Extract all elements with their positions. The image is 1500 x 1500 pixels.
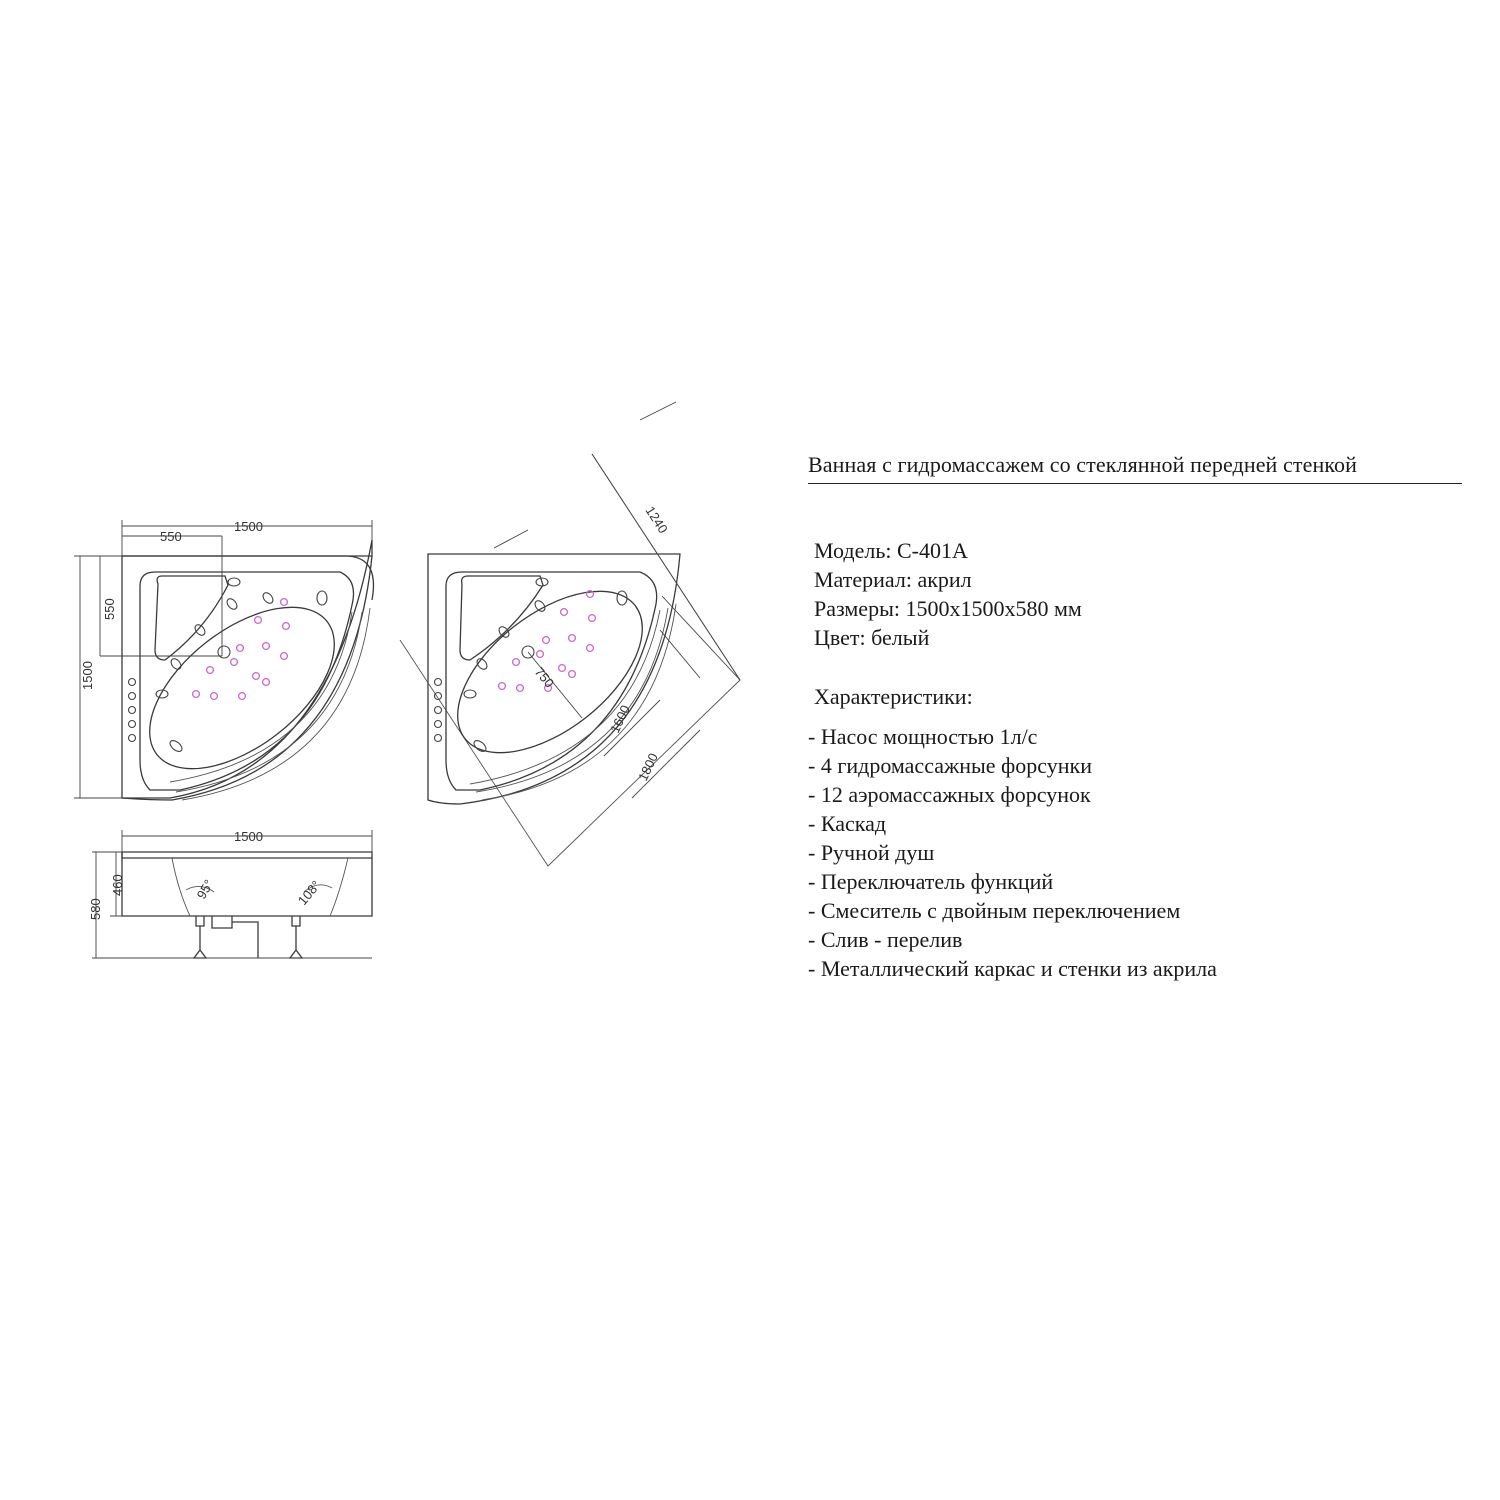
- angle-right-label: 108°: [294, 877, 324, 908]
- diag-750-label: 750: [531, 664, 558, 691]
- air-jet-marker: [263, 643, 270, 650]
- air-jet-marker: [513, 659, 520, 666]
- features-list: [808, 722, 1217, 983]
- seat-width-label: 550: [160, 529, 182, 544]
- air-jet-marker: [231, 659, 238, 666]
- air-jet-marker: [589, 615, 596, 622]
- air-jet-marker: [211, 693, 218, 700]
- spec-block: [814, 536, 1082, 652]
- air-jet-marker: [281, 599, 288, 606]
- air-jet-marker: [281, 653, 288, 660]
- plan-view: [74, 519, 373, 800]
- air-jet-marker: [517, 685, 524, 692]
- seat-depth-label: 550: [102, 598, 117, 620]
- plan-width-label: 1500: [234, 519, 263, 534]
- air-jet-marker: [569, 671, 576, 678]
- diag-1240-label: 1240: [642, 503, 671, 536]
- air-jet-marker: [543, 637, 550, 644]
- feature-item: - Смеситель с двойным переключением: [808, 898, 1181, 923]
- air-jet-marker: [559, 665, 566, 672]
- side-height-total-label: 580: [88, 898, 103, 920]
- air-jet-marker: [207, 667, 214, 674]
- feature-item: - 4 гидромассажные форсунки: [808, 753, 1092, 778]
- features-heading: Характеристики:: [814, 684, 973, 709]
- feature-item: - Слив - перелив: [808, 927, 963, 952]
- air-jet-marker: [255, 617, 262, 624]
- air-jet-marker: [237, 645, 244, 652]
- feature-item: - Каскад: [808, 811, 887, 836]
- air-jet-marker: [561, 609, 568, 616]
- diag-1800-label: 1800: [635, 750, 661, 784]
- air-jet-marker: [253, 673, 260, 680]
- side-view: [88, 829, 372, 958]
- spec-size: Размеры: 1500x1500x580 мм: [814, 596, 1082, 621]
- air-jet-marker: [283, 623, 290, 630]
- feature-item: - Металлический каркас и стенки из акрила: [808, 956, 1217, 981]
- side-height-inner-label: 460: [110, 874, 125, 896]
- air-jet-marker: [193, 691, 200, 698]
- feature-item: - Ручной душ: [808, 840, 935, 865]
- feature-item: - Переключатель функций: [808, 869, 1054, 894]
- diagonal-view: [400, 402, 740, 866]
- air-jet-marker: [587, 645, 594, 652]
- air-jet-marker: [263, 679, 270, 686]
- air-jets-plan: [193, 599, 290, 700]
- air-jet-marker: [569, 635, 576, 642]
- feature-item: - 12 аэромассажных форсунок: [808, 782, 1091, 807]
- air-jet-marker: [239, 693, 246, 700]
- air-jet-marker: [537, 651, 544, 658]
- product-title: Ванная с гидромассажем со стеклянной передней стенкой: [808, 450, 1462, 484]
- air-jet-marker: [499, 683, 506, 690]
- spec-color: Цвет: белый: [814, 625, 930, 650]
- side-width-label: 1500: [234, 829, 263, 844]
- plan-height-label: 1500: [80, 661, 95, 690]
- feature-item: - Насос мощностью 1л/с: [808, 724, 1038, 749]
- diag-1600-label: 1600: [607, 702, 633, 736]
- spec-material: Материал: акрил: [814, 567, 972, 592]
- technical-drawings: [0, 0, 760, 1000]
- angle-left-label: 95°: [193, 876, 217, 902]
- spec-model: Модель: C-401A: [814, 538, 968, 563]
